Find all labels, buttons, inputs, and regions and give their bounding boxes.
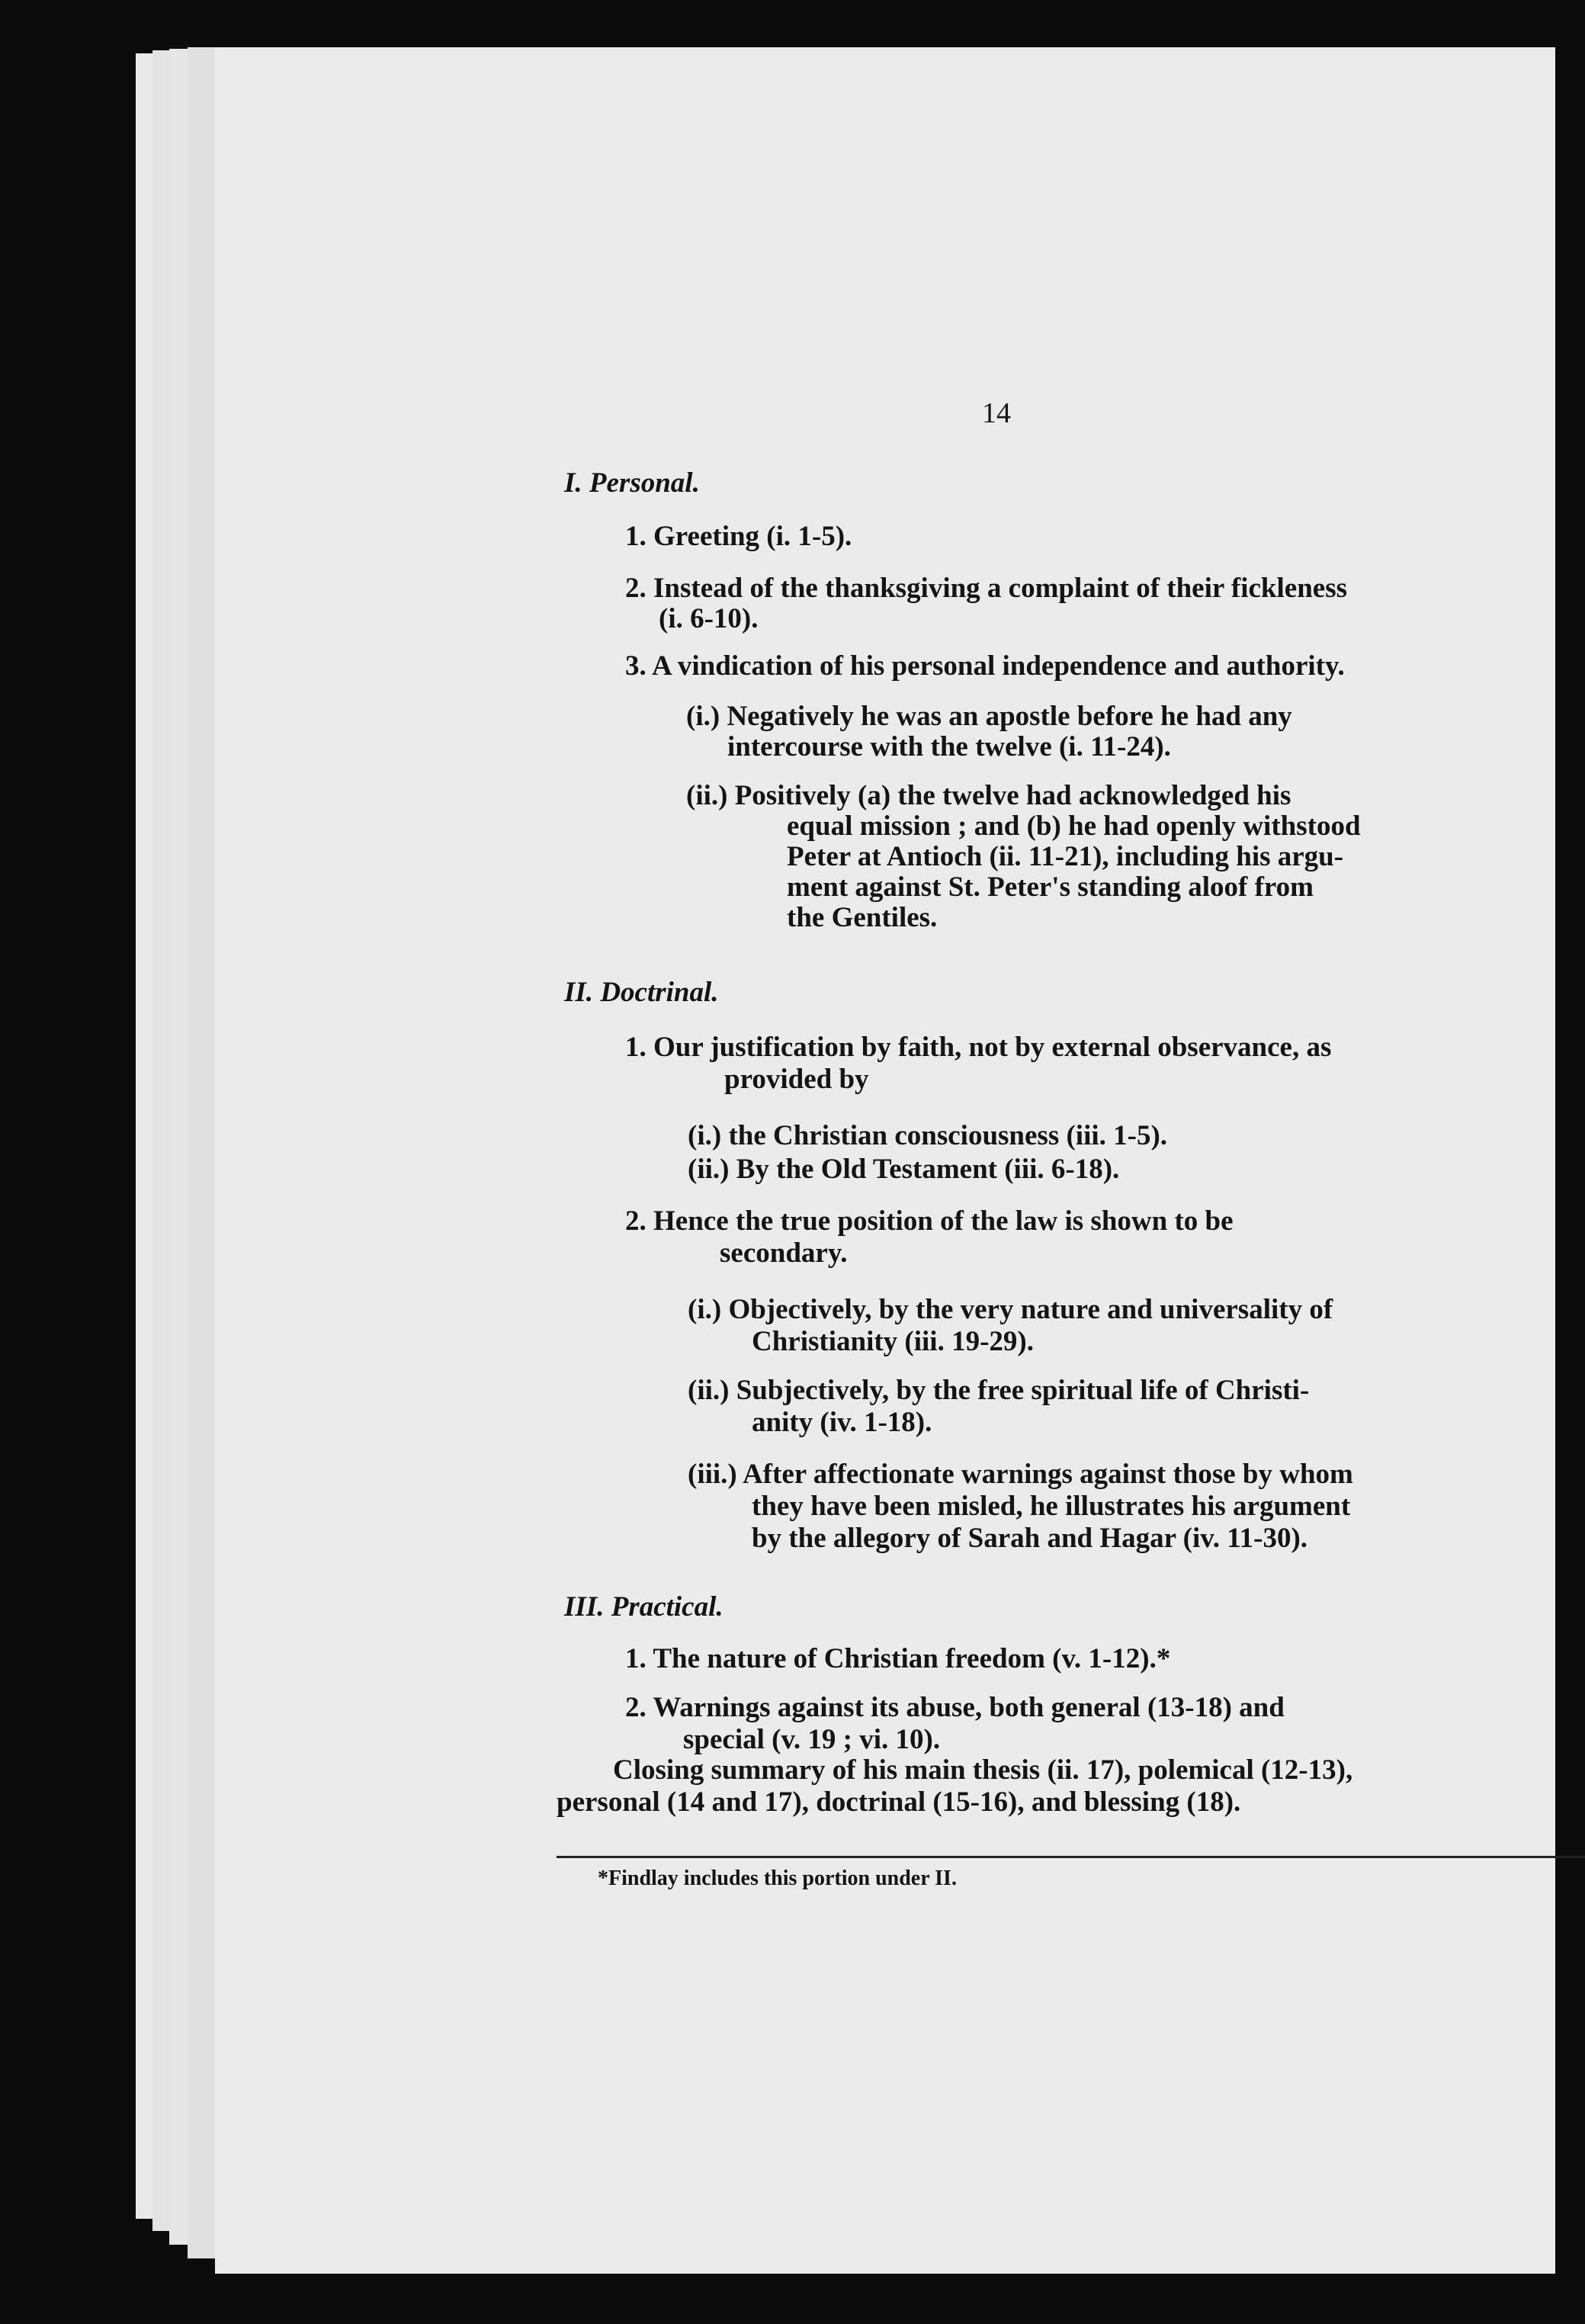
list-item: 1. Our justification by faith, not by external observance, as: [625, 1032, 1332, 1063]
sub-list-item-continuation: equal mission ; and (b) he had openly withstood: [787, 811, 1361, 842]
sub-list-item: (ii.) Positively (a) the twelve had acknowledged his: [686, 780, 1291, 811]
section-heading-practical: [564, 1591, 724, 1624]
sub-list-item: (ii.) By the Old Testament (iii. 6-18).: [688, 1154, 1120, 1185]
section-numeral: I.: [564, 467, 582, 499]
list-item-continuation: secondary.: [720, 1237, 848, 1269]
list-item-continuation: (i. 6-10).: [659, 603, 759, 634]
section-numeral: III.: [564, 1591, 605, 1623]
page-number: 14: [982, 397, 1011, 429]
sub-list-item-continuation: the Gentiles.: [787, 902, 938, 933]
sub-list-item-continuation: they have been misled, he illustrates his argument: [752, 1491, 1351, 1522]
list-item-continuation: provided by: [724, 1064, 869, 1095]
list-item: 2. Warnings against its abuse, both general (13-18) and: [625, 1692, 1285, 1723]
sub-list-item: (i.) Objectively, by the very nature and universality of: [688, 1294, 1333, 1325]
sub-list-item-continuation: intercourse with the twelve (i. 11-24).: [727, 731, 1171, 762]
section-title: Practical.: [611, 1591, 724, 1623]
sub-list-item: (iii.) After affectionate warnings against those by whom: [688, 1459, 1353, 1490]
footnote: *Findlay includes this portion under II.: [598, 1867, 957, 1890]
section-title: Personal.: [589, 467, 700, 499]
sub-list-item: (i.) Negatively he was an apostle before he had any: [686, 701, 1292, 732]
sub-list-item: (i.) the Christian consciousness (iii. 1-5).: [688, 1120, 1168, 1151]
list-item-continuation: special (v. 19 ; vi. 10).: [683, 1724, 941, 1755]
list-item: 2. Hence the true position of the law is shown to be: [625, 1205, 1234, 1237]
list-item: 3. A vindication of his personal independence and authority.: [625, 650, 1345, 682]
sub-list-item-continuation: ment against St. Peter's standing aloof from: [787, 872, 1314, 903]
list-item: 1. Greeting (i. 1-5).: [625, 521, 852, 552]
list-item: 2. Instead of the thanksgiving a complaint of their fickleness: [625, 573, 1347, 604]
sub-list-item-continuation: by the allegory of Sarah and Hagar (iv. 11-30).: [752, 1523, 1308, 1554]
sub-list-item-continuation: anity (iv. 1-18).: [752, 1407, 932, 1438]
closing-summary-continuation: personal (14 and 17), doctrinal (15-16), and blessing (18).: [557, 1786, 1241, 1818]
list-item: 1. The nature of Christian freedom (v. 1-12).*: [625, 1643, 1171, 1674]
sub-list-item-continuation: Peter at Antioch (ii. 11-21), including his argu-: [787, 841, 1344, 872]
section-heading-doctrinal: [564, 976, 719, 1010]
footnote-rule: [557, 1856, 1585, 1858]
section-title: Doctrinal.: [600, 977, 719, 1008]
sub-list-item: (ii.) Subjectively, by the free spiritual life of Christi-: [688, 1375, 1310, 1406]
book-page: [215, 47, 1555, 2274]
section-heading-personal: [564, 467, 700, 500]
section-numeral: II.: [564, 977, 594, 1008]
closing-summary: Closing summary of his main thesis (ii. 17), polemical (12-13),: [613, 1754, 1353, 1786]
sub-list-item-continuation: Christianity (iii. 19-29).: [752, 1326, 1034, 1357]
